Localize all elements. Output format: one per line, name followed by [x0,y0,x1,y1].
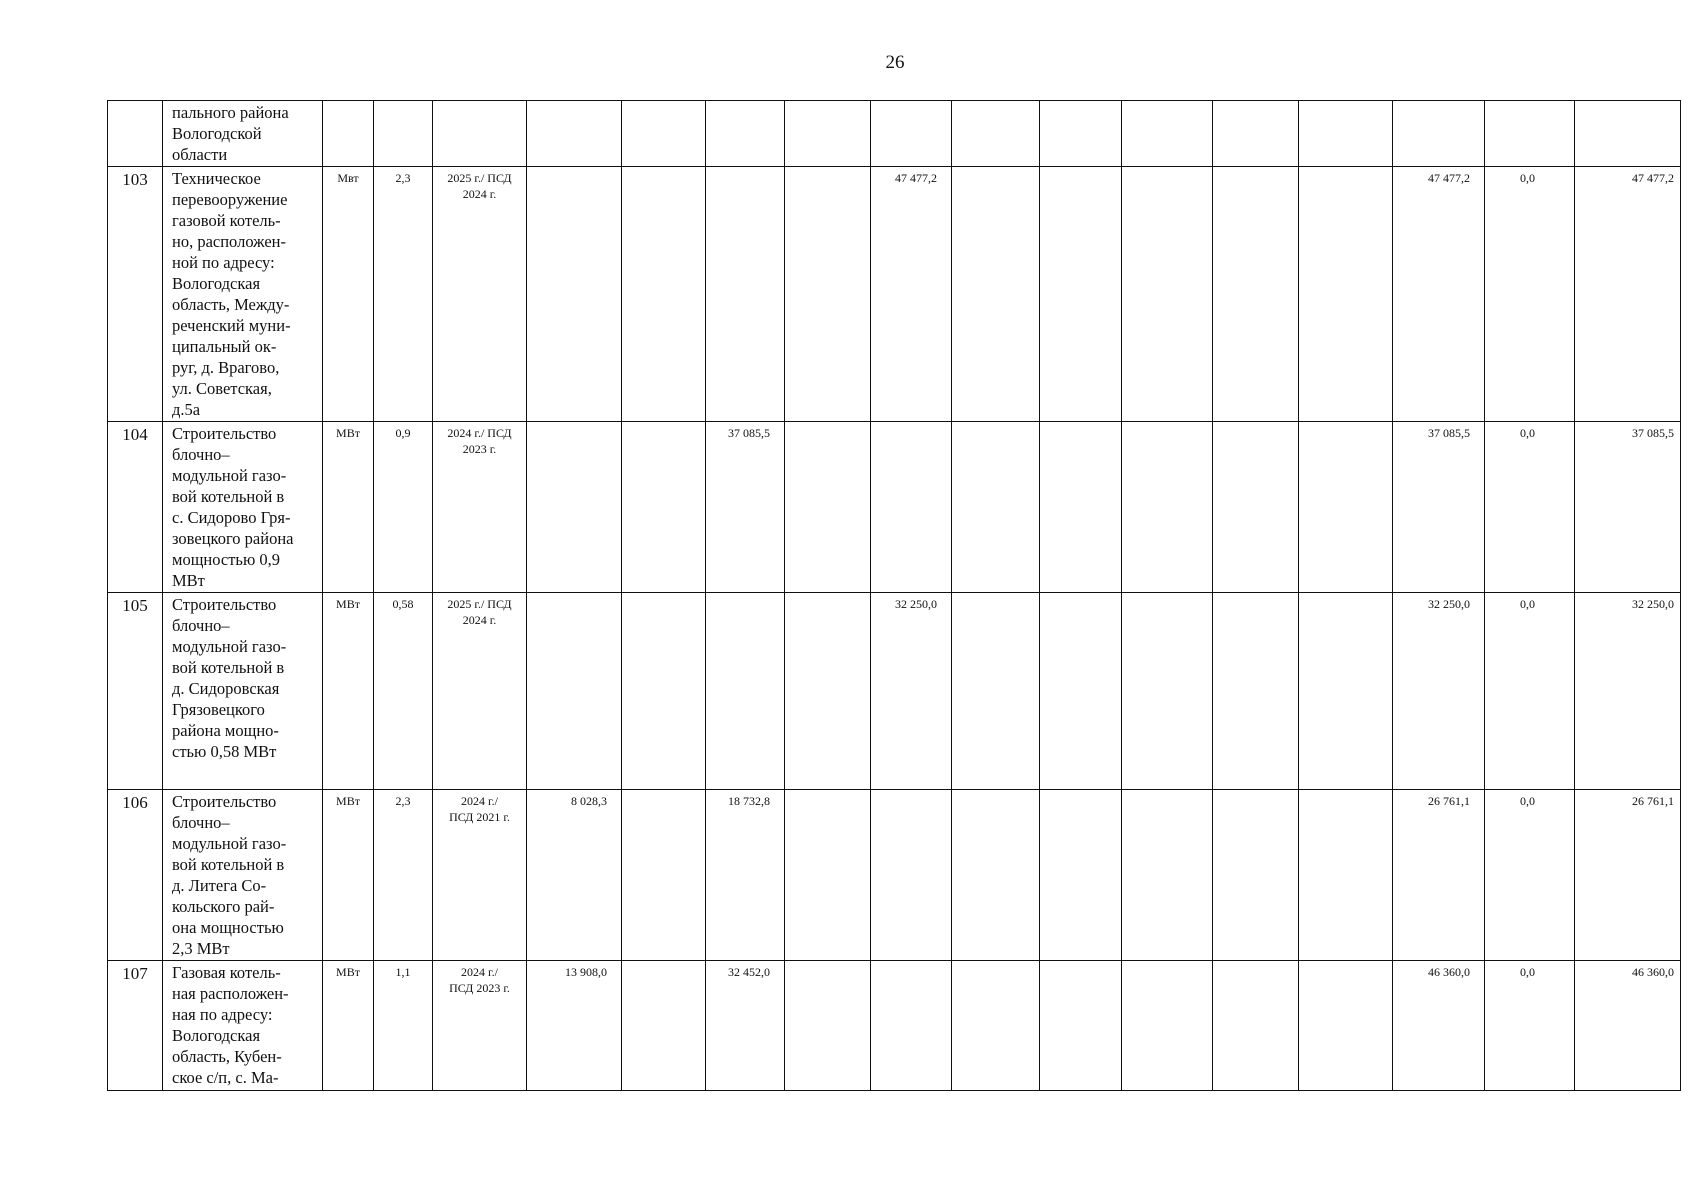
value-cell: 47 477,2 [871,167,952,422]
value-cell [785,961,871,1091]
value-cell [785,593,871,790]
power-cell: 2,3 [374,790,433,961]
sum-cell: 37 085,5 [1575,422,1681,593]
value-cell [706,101,785,167]
value-cell [1040,422,1122,593]
row-number: 103 [108,167,163,422]
value-cell [527,101,622,167]
value-cell [785,101,871,167]
row-number: 107 [108,961,163,1091]
value-cell [1122,593,1213,790]
power-cell [374,101,433,167]
value-cell [1213,790,1299,961]
value-cell [1213,961,1299,1091]
value-cell [1040,961,1122,1091]
sum-cell: 26 761,1 [1575,790,1681,961]
object-name: Газовая котель- ная расположен- ная по адресу: Вологодская область, Кубен- ское с/п, с. Ма- [163,961,323,1091]
value-cell [1122,961,1213,1091]
value-cell: 32 250,0 [871,593,952,790]
value-cell [1040,167,1122,422]
row-number: 106 [108,790,163,961]
value-cell [1299,961,1393,1091]
investment-table [107,100,1681,1091]
value-cell [706,167,785,422]
page-number: 26 [885,52,905,73]
value-cell [871,790,952,961]
value-cell [1299,593,1393,790]
value-cell [1122,790,1213,961]
zero-cell: 0,0 [1485,422,1575,593]
zero-cell: 0,0 [1485,593,1575,790]
value-cell [527,593,622,790]
table-row [108,167,1681,422]
row-number: 105 [108,593,163,790]
table-row [108,593,1681,790]
sum-cell: 47 477,2 [1575,167,1681,422]
value-cell [952,790,1040,961]
value-cell: 32 452,0 [706,961,785,1091]
value-cell [527,167,622,422]
table-row [108,961,1681,1091]
value-cell [622,167,706,422]
value-cell [622,101,706,167]
value-cell [952,961,1040,1091]
power-cell: 0,58 [374,593,433,790]
value-cell [1213,101,1299,167]
total-cell: 37 085,5 [1393,422,1485,593]
term-cell: 2024 г./ ПСД 2023 г. [433,961,527,1091]
zero-cell [1485,101,1575,167]
value-cell [952,101,1040,167]
total-cell: 32 250,0 [1393,593,1485,790]
zero-cell: 0,0 [1485,790,1575,961]
value-cell [1299,790,1393,961]
value-cell [622,790,706,961]
value-cell [1213,167,1299,422]
term-cell: 2025 г./ ПСД 2024 г. [433,167,527,422]
term-cell: 2025 г./ ПСД 2024 г. [433,593,527,790]
sum-cell: 32 250,0 [1575,593,1681,790]
total-cell: 26 761,1 [1393,790,1485,961]
row-number: 104 [108,422,163,593]
value-cell [785,422,871,593]
value-cell [1213,422,1299,593]
value-cell [622,422,706,593]
unit-cell: МВт [323,593,374,790]
unit-cell: МВт [323,790,374,961]
value-cell [785,167,871,422]
object-name: Строительство блочно– модульной газо- вой котельной в д. Сидоровская Грязовецкого района мощно- стью 0,58 МВт [163,593,323,790]
value-cell: 37 085,5 [706,422,785,593]
row-number [108,101,163,167]
value-cell: 13 908,0 [527,961,622,1091]
value-cell [527,422,622,593]
value-cell [1122,167,1213,422]
total-cell: 47 477,2 [1393,167,1485,422]
value-cell [622,961,706,1091]
value-cell: 18 732,8 [706,790,785,961]
power-cell: 2,3 [374,167,433,422]
power-cell: 0,9 [374,422,433,593]
value-cell [952,422,1040,593]
unit-cell: МВт [323,422,374,593]
object-name: пального района Вологодской области [163,101,323,167]
value-cell [1299,422,1393,593]
object-name: Строительство блочно– модульной газо- вой котельной в с. Сидорово Гря- зовецкого района мощностью 0,9 МВт [163,422,323,593]
unit-cell [323,101,374,167]
total-cell [1393,101,1485,167]
value-cell [1040,101,1122,167]
value-cell [1040,593,1122,790]
object-name: Строительство блочно– модульной газо- вой котельной в д. Литега Со- кольского рай- она мощностью 2,3 МВт [163,790,323,961]
object-name: Техническое перевооружение газовой котель- но, расположен- ной по адресу: Вологодская область, Между- реченский муни- ципальный ок- руг, д. Врагово, ул. Советская, д.5а [163,167,323,422]
value-cell [1122,422,1213,593]
table-row [108,790,1681,961]
total-cell: 46 360,0 [1393,961,1485,1091]
value-cell [785,790,871,961]
value-cell [952,167,1040,422]
value-cell [706,593,785,790]
power-cell: 1,1 [374,961,433,1091]
value-cell [871,961,952,1091]
value-cell: 8 028,3 [527,790,622,961]
value-cell [1040,790,1122,961]
unit-cell: МВт [323,961,374,1091]
unit-cell: Мвт [323,167,374,422]
term-cell: 2024 г./ ПСД 2023 г. [433,422,527,593]
table-row [108,422,1681,593]
value-cell [1299,101,1393,167]
value-cell [622,593,706,790]
value-cell [871,422,952,593]
term-cell: 2024 г./ ПСД 2021 г. [433,790,527,961]
value-cell [871,101,952,167]
zero-cell: 0,0 [1485,167,1575,422]
value-cell [1299,167,1393,422]
term-cell [433,101,527,167]
value-cell [952,593,1040,790]
sum-cell: 46 360,0 [1575,961,1681,1091]
sum-cell [1575,101,1681,167]
table-row [108,101,1681,167]
zero-cell: 0,0 [1485,961,1575,1091]
value-cell [1122,101,1213,167]
value-cell [1213,593,1299,790]
